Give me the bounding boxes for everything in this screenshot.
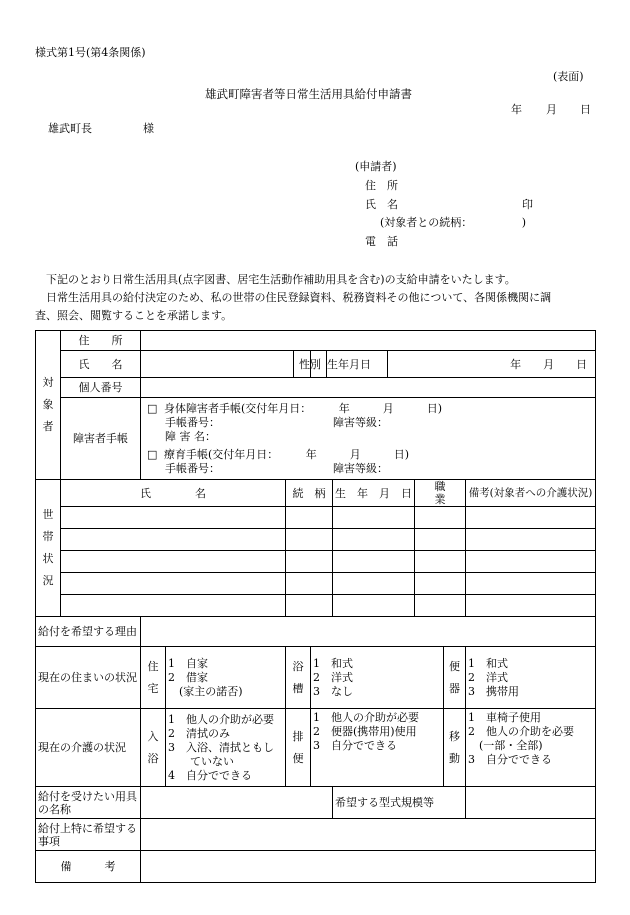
subject-address-label: 住 所 bbox=[61, 331, 141, 351]
applicant-address-label: 住 所 bbox=[365, 179, 398, 192]
side-label: (表面) bbox=[553, 70, 584, 83]
intro-line-1: 下記のとおり日常生活用具(点字図書、居宅生活動作補助用具を含む)の支給申請をいたします。 bbox=[46, 273, 516, 286]
special-request-field[interactable] bbox=[141, 819, 596, 851]
subject-address-field[interactable] bbox=[141, 331, 596, 351]
handbook-details bbox=[141, 398, 596, 480]
subject-name-label: 氏 名 bbox=[61, 351, 141, 378]
care-label: 現在の介護の状況 bbox=[36, 709, 141, 787]
date-month: 月 bbox=[546, 103, 557, 116]
application-table bbox=[35, 330, 596, 883]
applicant-name-label: 氏 名 bbox=[365, 198, 398, 211]
applicant-heading: (申請者) bbox=[355, 160, 397, 173]
date-day: 日 bbox=[580, 103, 591, 116]
bath-options[interactable]: 1 和式 2 洋式 3 なし bbox=[311, 647, 444, 709]
therapy-handbook-line: 療育手帳(交付年月日： 年 月 日) bbox=[164, 447, 410, 461]
subject-section-label: 対 象 者 bbox=[36, 331, 61, 480]
addressee-sama: 様 bbox=[143, 122, 154, 135]
household-row bbox=[36, 551, 596, 573]
therapy-handbook-checkbox[interactable]: □ bbox=[147, 447, 158, 461]
applicant-relation: (対象者との続柄： ) bbox=[380, 216, 527, 229]
household-row bbox=[36, 507, 596, 529]
id-number-field[interactable] bbox=[141, 378, 596, 398]
move-label: 移 動 bbox=[444, 709, 466, 787]
birth-label: 生年月日 bbox=[311, 351, 388, 378]
special-request-label: 給付上特に希望する事項 bbox=[36, 819, 141, 851]
house-label: 住 宅 bbox=[141, 647, 166, 709]
model-label: 希望する型式規模等 bbox=[333, 787, 466, 819]
birth-value[interactable]: 年 月 日 bbox=[388, 351, 596, 378]
desire-reason-label: 給付を希望する理由 bbox=[36, 617, 141, 647]
desire-reason-field[interactable] bbox=[141, 617, 596, 647]
household-header-relation: 続 柄 bbox=[286, 480, 333, 507]
toilet-options[interactable]: 1 和式 2 洋式 3 携帯用 bbox=[466, 647, 596, 709]
handbook-label: 障害者手帳 bbox=[61, 398, 141, 480]
therapy-handbook-grade: 障害等級： bbox=[333, 461, 388, 475]
household-row bbox=[36, 529, 596, 551]
remarks-field[interactable] bbox=[141, 851, 596, 883]
equipment-name-field[interactable] bbox=[141, 787, 333, 819]
excretion-label: 排 便 bbox=[286, 709, 311, 787]
seal-mark: 印 bbox=[522, 198, 533, 211]
intro-line-2: 日常生活用具の給付決定のため、私の世帯の住民登録資料、税務資料その他について、各関係機関に調 bbox=[46, 291, 552, 304]
bathing-label: 入 浴 bbox=[141, 709, 166, 787]
model-field[interactable] bbox=[466, 787, 596, 819]
move-options[interactable]: 1 車椅子使用 2 他人の介助を必要 (一部・全部) 3 自分でできる bbox=[466, 709, 596, 787]
household-header-job: 職 業 bbox=[415, 480, 466, 507]
applicant-phone-label: 電 話 bbox=[365, 235, 398, 248]
physical-handbook-number: 手帳番号： bbox=[165, 415, 220, 429]
household-section-label: 世 帯 状 況 bbox=[36, 480, 61, 617]
intro-line-3: 査、照会、閲覧することを承諾します。 bbox=[35, 309, 233, 322]
sex-label: 性別 bbox=[294, 351, 327, 377]
therapy-handbook-number: 手帳番号： bbox=[165, 461, 220, 475]
household-header-name: 氏 名 bbox=[61, 480, 286, 507]
house-options[interactable]: 1 自家 2 借家 (家主の諾否) bbox=[166, 647, 286, 709]
date-year: 年 bbox=[511, 103, 522, 116]
name-sex-birth-row bbox=[141, 351, 327, 377]
bath-label: 浴 槽 bbox=[286, 647, 311, 709]
bathing-options[interactable]: 1 他人の介助が必要 2 清拭のみ 3 入浴、清拭ともし ていない 4 自分でできる bbox=[166, 709, 286, 787]
household-header-remarks: 備考(対象者への介護状況) bbox=[466, 480, 596, 507]
household-header-birth: 生 年 月 日 bbox=[333, 480, 415, 507]
addressee: 雄武町長 bbox=[48, 122, 92, 135]
id-number-label: 個人番号 bbox=[61, 378, 141, 398]
form-number: 様式第1号(第4条関係) bbox=[35, 46, 146, 59]
subject-name-field[interactable] bbox=[141, 351, 294, 377]
page-title: 雄武町障害者等日常生活用具給付申請書 bbox=[205, 87, 412, 101]
equipment-name-label: 給付を受けたい用具の名称 bbox=[36, 787, 141, 819]
household-row bbox=[36, 573, 596, 595]
remarks-label: 備 考 bbox=[36, 851, 141, 883]
excretion-options[interactable]: 1 他人の介助が必要 2 便器(携帯用)使用 3 自分でできる bbox=[311, 709, 444, 787]
residence-label: 現在の住まいの状況 bbox=[36, 647, 141, 709]
physical-handbook-checkbox[interactable]: □ bbox=[147, 401, 158, 415]
toilet-label: 便 器 bbox=[444, 647, 466, 709]
household-row bbox=[36, 595, 596, 617]
physical-handbook-grade: 障害等級： bbox=[333, 415, 388, 429]
physical-disability-name: 障 害 名： bbox=[165, 429, 216, 443]
physical-handbook-line: 身体障害者手帳(交付年月日： 年 月 日) bbox=[164, 401, 443, 415]
